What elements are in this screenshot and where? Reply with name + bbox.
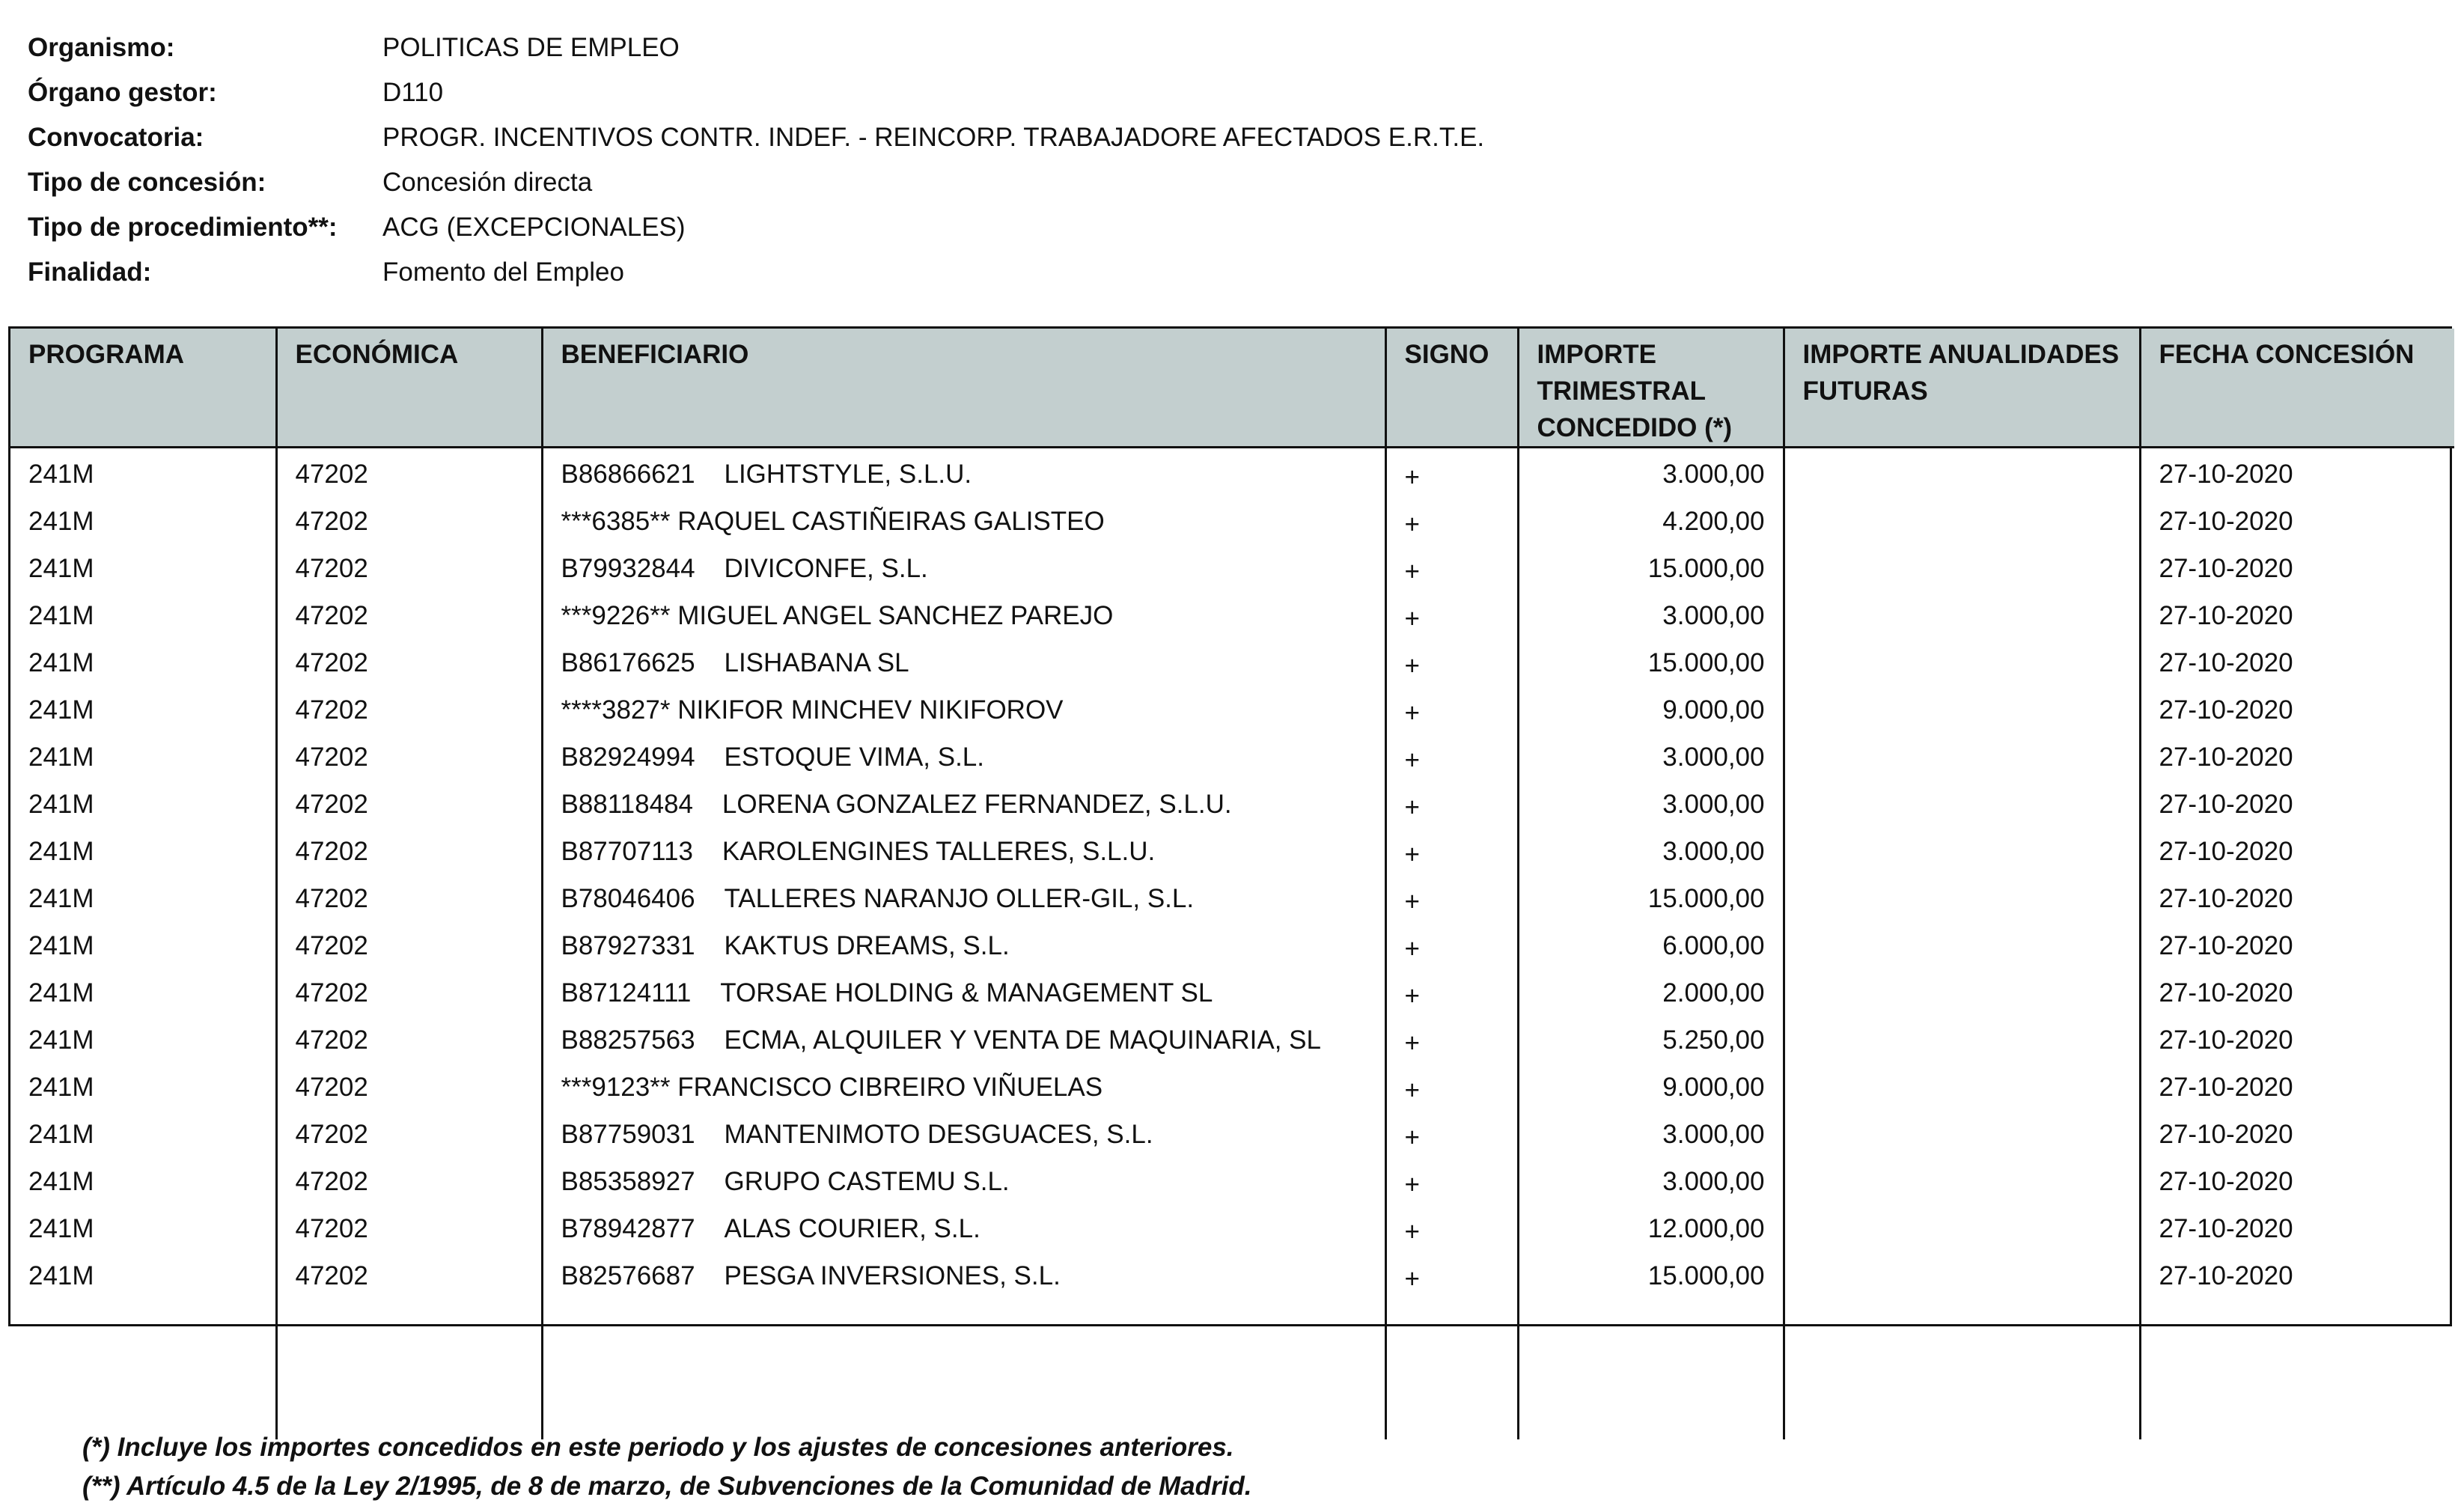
meta-value: Fomento del Empleo <box>382 257 624 287</box>
cell-importe: 3.000,00 <box>1518 778 1784 826</box>
meta-label: Tipo de procedimiento**: <box>28 213 338 242</box>
cell-signo: + <box>1385 778 1518 826</box>
cell-beneficiario <box>542 543 1385 590</box>
cell-economica: 47202 <box>276 1014 542 1061</box>
beneficiary-name: LIGHTSTYLE, S.L.U. <box>724 460 972 489</box>
table-row <box>10 873 2454 920</box>
cell-programa: 241M <box>28 884 94 913</box>
cell-signo: + <box>1385 1061 1518 1109</box>
cell-beneficiario <box>542 920 1385 967</box>
cell-fecha: 27-10-2020 <box>2140 967 2454 1014</box>
cell-fecha: 27-10-2020 <box>2140 1203 2454 1250</box>
cell-importe: 15.000,00 <box>1518 543 1784 590</box>
meta-value: Concesión directa <box>382 168 593 197</box>
beneficiary-id: B85358927 <box>561 1167 695 1196</box>
table-row <box>10 967 2454 1014</box>
cell-programa: 241M <box>28 601 94 630</box>
cell-economica: 47202 <box>276 967 542 1014</box>
cell-programa: 241M <box>28 695 94 725</box>
beneficiary-id: B82576687 <box>561 1261 695 1290</box>
beneficiary-name: RAQUEL CASTIÑEIRAS GALISTEO <box>677 507 1105 536</box>
cell-beneficiario <box>542 1203 1385 1250</box>
cell-beneficiario <box>542 873 1385 920</box>
cell-importe: 3.000,00 <box>1518 826 1784 873</box>
cell-economica: 47202 <box>276 826 542 873</box>
cell-economica: 47202 <box>276 1156 542 1203</box>
column-header-fecha: FECHA CONCESIÓN <box>2140 329 2454 448</box>
table-row <box>10 1203 2454 1250</box>
meta-value: ACG (EXCEPCIONALES) <box>382 213 686 242</box>
cell-fecha: 27-10-2020 <box>2140 826 2454 873</box>
cell-programa: 241M <box>28 1214 94 1243</box>
beneficiary-id: B78046406 <box>561 884 695 913</box>
beneficiary-name: MANTENIMOTO DESGUACES, S.L. <box>724 1120 1153 1149</box>
beneficiary-id: B86866621 <box>561 460 695 489</box>
table-row <box>10 1014 2454 1061</box>
cell-futuras <box>1784 1109 2140 1156</box>
cell-programa: 241M <box>28 1073 94 1102</box>
cell-fecha: 27-10-2020 <box>2140 448 2454 496</box>
cell-programa: 241M <box>28 554 94 583</box>
grant-metadata <box>28 30 1484 299</box>
cell-beneficiario <box>542 684 1385 731</box>
cell-futuras <box>1784 873 2140 920</box>
cell-programa: 241M <box>28 837 94 866</box>
cell-signo: + <box>1385 1109 1518 1156</box>
beneficiary-name: TALLERES NARANJO OLLER-GIL, S.L. <box>724 884 1195 913</box>
cell-signo: + <box>1385 1156 1518 1203</box>
cell-programa: 241M <box>28 460 94 489</box>
meta-label: Finalidad: <box>28 257 152 287</box>
beneficiary-id: B87927331 <box>561 931 695 960</box>
table-row <box>10 1156 2454 1203</box>
table-body <box>10 448 2454 1440</box>
cell-futuras <box>1784 496 2140 543</box>
cell-futuras <box>1784 1203 2140 1250</box>
cell-importe: 15.000,00 <box>1518 1250 1784 1297</box>
meta-row-finalidad <box>28 254 1484 299</box>
cell-programa: 241M <box>28 743 94 772</box>
cell-fecha: 27-10-2020 <box>2140 778 2454 826</box>
cell-beneficiario <box>542 1109 1385 1156</box>
cell-signo: + <box>1385 731 1518 778</box>
cell-beneficiario <box>542 826 1385 873</box>
beneficiary-id: B87707113 <box>561 837 693 866</box>
footnote-procedimiento: (**) Artículo 4.5 de la Ley 2/1995, de 8 de marzo, de Subvenciones de la Comunidad de Madrid. <box>82 1472 1252 1501</box>
cell-importe: 3.000,00 <box>1518 1156 1784 1203</box>
cell-importe: 6.000,00 <box>1518 920 1784 967</box>
beneficiary-id: B78942877 <box>561 1214 695 1243</box>
cell-importe: 15.000,00 <box>1518 873 1784 920</box>
cell-programa: 241M <box>28 1120 94 1149</box>
cell-importe: 12.000,00 <box>1518 1203 1784 1250</box>
meta-label: Convocatoria: <box>28 123 204 152</box>
table-row <box>10 826 2454 873</box>
cell-economica: 47202 <box>276 873 542 920</box>
cell-signo: + <box>1385 684 1518 731</box>
cell-fecha: 27-10-2020 <box>2140 920 2454 967</box>
cell-importe: 5.250,00 <box>1518 1014 1784 1061</box>
beneficiary-id: B79932844 <box>561 554 695 583</box>
grants-table <box>8 326 2452 1326</box>
cell-futuras <box>1784 448 2140 496</box>
cell-beneficiario <box>542 637 1385 684</box>
meta-row-tipo-concesion <box>28 165 1484 210</box>
meta-row-tipo-procedimiento <box>28 210 1484 254</box>
meta-value: PROGR. INCENTIVOS CONTR. INDEF. - REINCORP. TRABAJADORE AFECTADOS E.R.T.E. <box>382 123 1485 152</box>
meta-row-organismo <box>28 30 1484 75</box>
cell-importe: 3.000,00 <box>1518 731 1784 778</box>
cell-futuras <box>1784 920 2140 967</box>
cell-economica: 47202 <box>276 637 542 684</box>
column-header-importe-futuras: IMPORTE ANUALIDADES FUTURAS <box>1784 329 2140 448</box>
table-row <box>10 543 2454 590</box>
cell-signo: + <box>1385 637 1518 684</box>
cell-importe: 2.000,00 <box>1518 967 1784 1014</box>
footnotes <box>82 1428 1251 1506</box>
meta-row-convocatoria <box>28 120 1484 165</box>
cell-economica: 47202 <box>276 1203 542 1250</box>
beneficiary-name: FRANCISCO CIBREIRO VIÑUELAS <box>677 1073 1103 1102</box>
cell-fecha: 27-10-2020 <box>2140 1014 2454 1061</box>
column-header-beneficiario: BENEFICIARIO <box>542 329 1385 448</box>
cell-signo: + <box>1385 826 1518 873</box>
cell-economica: 47202 <box>276 778 542 826</box>
beneficiary-name: LORENA GONZALEZ FERNANDEZ, S.L.U. <box>722 790 1232 819</box>
cell-economica: 47202 <box>276 1061 542 1109</box>
cell-fecha: 27-10-2020 <box>2140 1156 2454 1203</box>
beneficiary-name: NIKIFOR MINCHEV NIKIFOROV <box>677 695 1064 725</box>
cell-beneficiario <box>542 1250 1385 1297</box>
column-header-importe-trimestral: IMPORTE TRIMESTRAL CONCEDIDO (*) <box>1518 329 1784 448</box>
cell-economica: 47202 <box>276 1109 542 1156</box>
table-row <box>10 496 2454 543</box>
beneficiary-id: B87124111 <box>561 978 692 1008</box>
cell-signo: + <box>1385 967 1518 1014</box>
beneficiary-name: ESTOQUE VIMA, S.L. <box>724 743 984 772</box>
meta-label: Órgano gestor: <box>28 78 217 107</box>
cell-economica: 47202 <box>276 590 542 637</box>
column-header-economica: ECONÓMICA <box>276 329 542 448</box>
cell-programa: 241M <box>28 931 94 960</box>
beneficiary-name: MIGUEL ANGEL SANCHEZ PAREJO <box>677 601 1114 630</box>
cell-importe: 9.000,00 <box>1518 684 1784 731</box>
cell-futuras <box>1784 684 2140 731</box>
beneficiary-id: ***9226** <box>561 601 671 630</box>
cell-futuras <box>1784 967 2140 1014</box>
cell-beneficiario <box>542 1061 1385 1109</box>
cell-beneficiario <box>542 448 1385 496</box>
cell-fecha: 27-10-2020 <box>2140 731 2454 778</box>
cell-futuras <box>1784 590 2140 637</box>
cell-fecha: 27-10-2020 <box>2140 496 2454 543</box>
beneficiary-name: KAROLENGINES TALLERES, S.L.U. <box>722 837 1156 866</box>
cell-futuras <box>1784 778 2140 826</box>
cell-fecha: 27-10-2020 <box>2140 543 2454 590</box>
cell-futuras <box>1784 1014 2140 1061</box>
cell-importe: 3.000,00 <box>1518 590 1784 637</box>
table-row <box>10 778 2454 826</box>
cell-economica: 47202 <box>276 496 542 543</box>
cell-signo: + <box>1385 873 1518 920</box>
cell-fecha: 27-10-2020 <box>2140 590 2454 637</box>
cell-programa: 241M <box>28 507 94 536</box>
beneficiary-name: PESGA INVERSIONES, S.L. <box>724 1261 1061 1290</box>
cell-fecha: 27-10-2020 <box>2140 684 2454 731</box>
column-header-signo: SIGNO <box>1385 329 1518 448</box>
cell-importe: 4.200,00 <box>1518 496 1784 543</box>
beneficiary-id: ****3827* <box>561 695 671 725</box>
cell-importe: 3.000,00 <box>1518 1109 1784 1156</box>
table-row <box>10 731 2454 778</box>
cell-programa: 241M <box>28 1167 94 1196</box>
meta-label: Organismo: <box>28 33 175 62</box>
cell-programa: 241M <box>28 978 94 1008</box>
beneficiary-id: ***9123** <box>561 1073 671 1102</box>
meta-value: D110 <box>382 78 444 107</box>
cell-economica: 47202 <box>276 731 542 778</box>
cell-signo: + <box>1385 448 1518 496</box>
cell-signo: + <box>1385 1203 1518 1250</box>
cell-beneficiario <box>542 731 1385 778</box>
meta-label: Tipo de concesión: <box>28 168 266 197</box>
cell-signo: + <box>1385 1014 1518 1061</box>
meta-value: POLITICAS DE EMPLEO <box>382 33 680 62</box>
cell-futuras <box>1784 1061 2140 1109</box>
cell-beneficiario <box>542 1156 1385 1203</box>
beneficiary-id: B87759031 <box>561 1120 695 1149</box>
cell-fecha: 27-10-2020 <box>2140 873 2454 920</box>
cell-futuras <box>1784 543 2140 590</box>
cell-programa: 241M <box>28 1261 94 1290</box>
cell-economica: 47202 <box>276 1250 542 1297</box>
beneficiary-name: GRUPO CASTEMU S.L. <box>724 1167 1010 1196</box>
cell-programa: 241M <box>28 648 94 677</box>
cell-futuras <box>1784 1250 2140 1297</box>
beneficiary-name: ALAS COURIER, S.L. <box>724 1214 981 1243</box>
table-row <box>10 637 2454 684</box>
cell-futuras <box>1784 637 2140 684</box>
cell-programa: 241M <box>28 1025 94 1055</box>
meta-row-organo-gestor <box>28 75 1484 120</box>
cell-fecha: 27-10-2020 <box>2140 1061 2454 1109</box>
table-row <box>10 1250 2454 1297</box>
cell-programa: 241M <box>28 790 94 819</box>
cell-futuras <box>1784 731 2140 778</box>
table-row <box>10 590 2454 637</box>
table-header-row <box>10 329 2454 448</box>
column-header-programa: PROGRAMA <box>10 329 276 448</box>
cell-economica: 47202 <box>276 920 542 967</box>
beneficiary-id: B86176625 <box>561 648 695 677</box>
cell-futuras <box>1784 1156 2140 1203</box>
cell-fecha: 27-10-2020 <box>2140 637 2454 684</box>
cell-signo: + <box>1385 1250 1518 1297</box>
cell-futuras <box>1784 826 2140 873</box>
beneficiary-name: LISHABANA SL <box>724 648 909 677</box>
cell-signo: + <box>1385 590 1518 637</box>
beneficiary-name: ECMA, ALQUILER Y VENTA DE MAQUINARIA, SL <box>724 1025 1321 1055</box>
cell-importe: 3.000,00 <box>1518 448 1784 496</box>
cell-economica: 47202 <box>276 448 542 496</box>
beneficiary-id: ***6385** <box>561 507 671 536</box>
footnote-importe: (*) Incluye los importes concedidos en este periodo y los ajustes de concesiones anteriores. <box>82 1433 1234 1462</box>
cell-beneficiario <box>542 1014 1385 1061</box>
cell-importe: 15.000,00 <box>1518 637 1784 684</box>
cell-signo: + <box>1385 920 1518 967</box>
cell-signo: + <box>1385 496 1518 543</box>
cell-signo: + <box>1385 543 1518 590</box>
cell-economica: 47202 <box>276 543 542 590</box>
table-filler-row <box>10 1297 2454 1439</box>
beneficiary-name: KAKTUS DREAMS, S.L. <box>724 931 1010 960</box>
beneficiary-id: B88257563 <box>561 1025 695 1055</box>
table-row <box>10 920 2454 967</box>
cell-beneficiario <box>542 778 1385 826</box>
beneficiary-name: DIVICONFE, S.L. <box>724 554 928 583</box>
table-row <box>10 684 2454 731</box>
beneficiary-id: B82924994 <box>561 743 695 772</box>
beneficiary-id: B88118484 <box>561 790 693 819</box>
cell-fecha: 27-10-2020 <box>2140 1109 2454 1156</box>
cell-beneficiario <box>542 967 1385 1014</box>
table-row <box>10 1109 2454 1156</box>
table-row <box>10 1061 2454 1109</box>
beneficiary-name: TORSAE HOLDING & MANAGEMENT SL <box>720 978 1213 1008</box>
cell-beneficiario <box>542 496 1385 543</box>
cell-importe: 9.000,00 <box>1518 1061 1784 1109</box>
cell-beneficiario <box>542 590 1385 637</box>
cell-fecha: 27-10-2020 <box>2140 1250 2454 1297</box>
cell-economica: 47202 <box>276 684 542 731</box>
table-row <box>10 448 2454 496</box>
